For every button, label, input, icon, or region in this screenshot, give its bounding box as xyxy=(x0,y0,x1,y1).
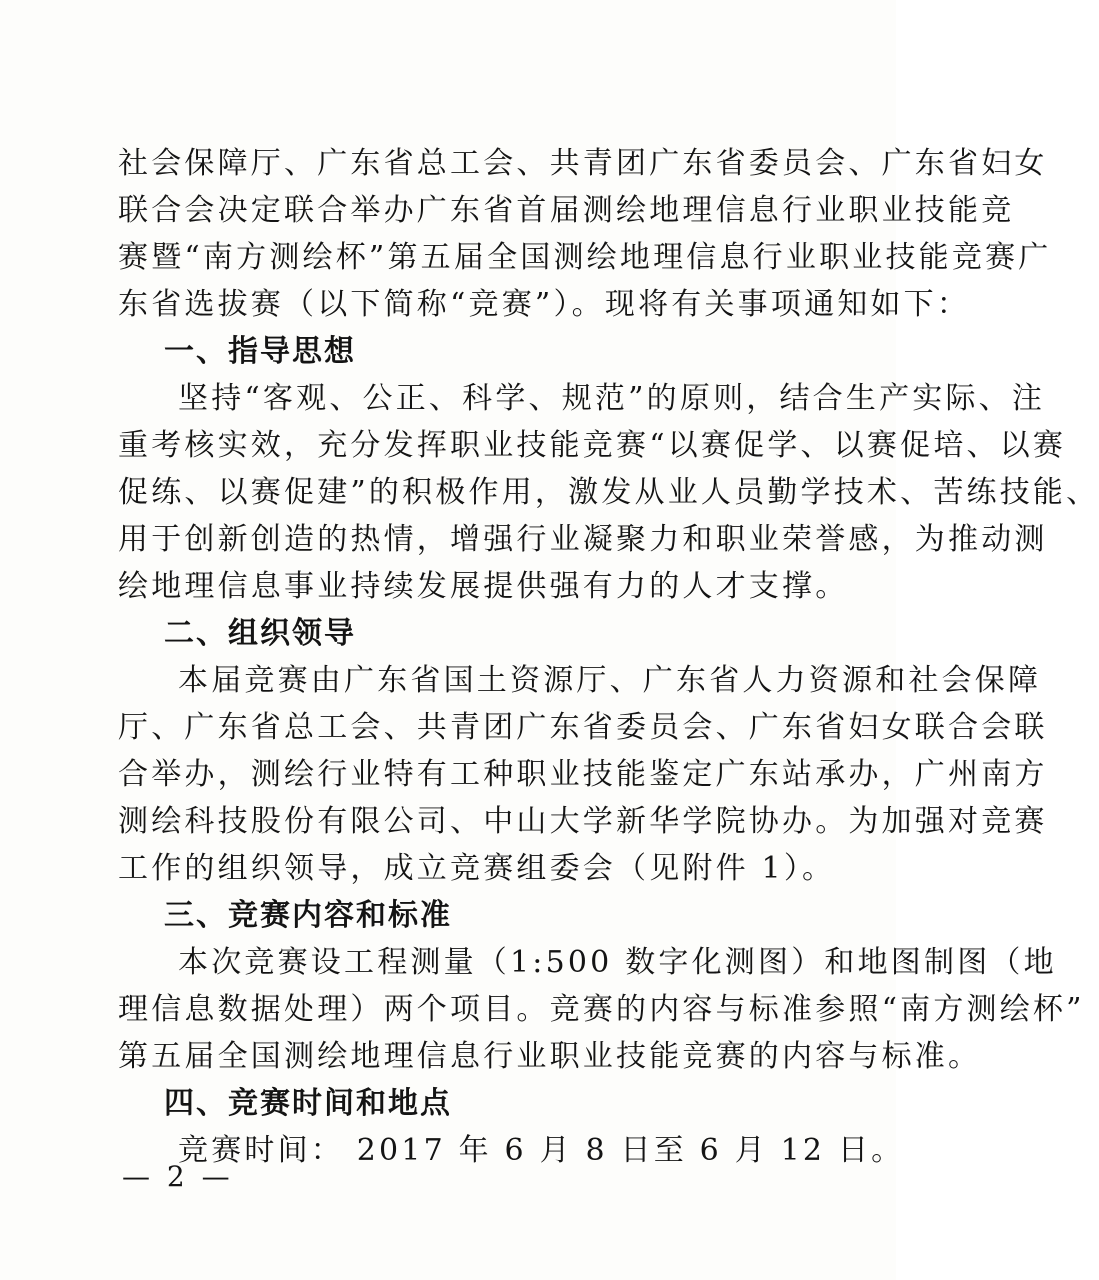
paragraph-line: 坚持“客观、公正、科学、规范”的原则，结合生产实际、注 xyxy=(178,381,1046,416)
paragraph-line: 重考核实效，充分发挥职业技能竞赛“以赛促学、以赛促培、以赛 xyxy=(118,428,1067,463)
paragraph-line: 促练、以赛促建”的积极作用，激发从业人员勤学技术、苦练技能、 xyxy=(118,475,1099,510)
paragraph-line: 理信息数据处理）两个项目。竞赛的内容与标准参照“南方测绘杯” xyxy=(118,992,1085,1027)
paragraph-line: 用于创新创造的热情，增强行业凝聚力和职业荣誉感，为推动测 xyxy=(118,522,1048,557)
paragraph-line: 竞赛时间： 2017 年 6 月 8 日至 6 月 12 日。 xyxy=(178,1133,905,1168)
paragraph-line: 合举办，测绘行业特有工种职业技能鉴定广东站承办，广州南方 xyxy=(118,757,1048,792)
paragraph-line: 测绘科技股份有限公司、中山大学新华学院协办。为加强对竞赛 xyxy=(118,804,1048,839)
paragraph-line: 本届竞赛由广东省国土资源厅、广东省人力资源和社会保障 xyxy=(178,663,1042,698)
paragraph-line: 社会保障厅、广东省总工会、共青团广东省委员会、广东省妇女 xyxy=(118,146,1048,181)
paragraph-line: 赛暨“南方测绘杯”第五届全国测绘地理信息行业职业技能竞赛广 xyxy=(118,240,1052,275)
paragraph-line: 联合会决定联合举办广东省首届测绘地理信息行业职业技能竞 xyxy=(118,193,1015,228)
paragraph-line: 第五届全国测绘地理信息行业职业技能竞赛的内容与标准。 xyxy=(118,1039,982,1074)
section-heading-content-standards: 三、竞赛内容和标准 xyxy=(164,898,452,933)
paragraph-line: 本次竞赛设工程测量（1:500 数字化测图）和地图制图（地 xyxy=(178,945,1057,980)
page-number: — 2 — xyxy=(122,1160,234,1193)
paragraph-line: 工作的组织领导，成立竞赛组委会（见附件 1）。 xyxy=(118,851,836,886)
paragraph-line: 厅、广东省总工会、共青团广东省委员会、广东省妇女联合会联 xyxy=(118,710,1048,745)
section-heading-organization: 二、组织领导 xyxy=(164,616,356,651)
section-heading-guiding-ideology: 一、指导思想 xyxy=(164,334,356,369)
document-body xyxy=(118,140,1099,1174)
paragraph-line: 绘地理信息事业持续发展提供强有力的人才支撑。 xyxy=(118,569,849,604)
paragraph-line: 东省选拔赛（以下简称“竞赛”）。现将有关事项通知如下： xyxy=(118,287,971,322)
section-heading-time-place: 四、竞赛时间和地点 xyxy=(164,1086,452,1121)
